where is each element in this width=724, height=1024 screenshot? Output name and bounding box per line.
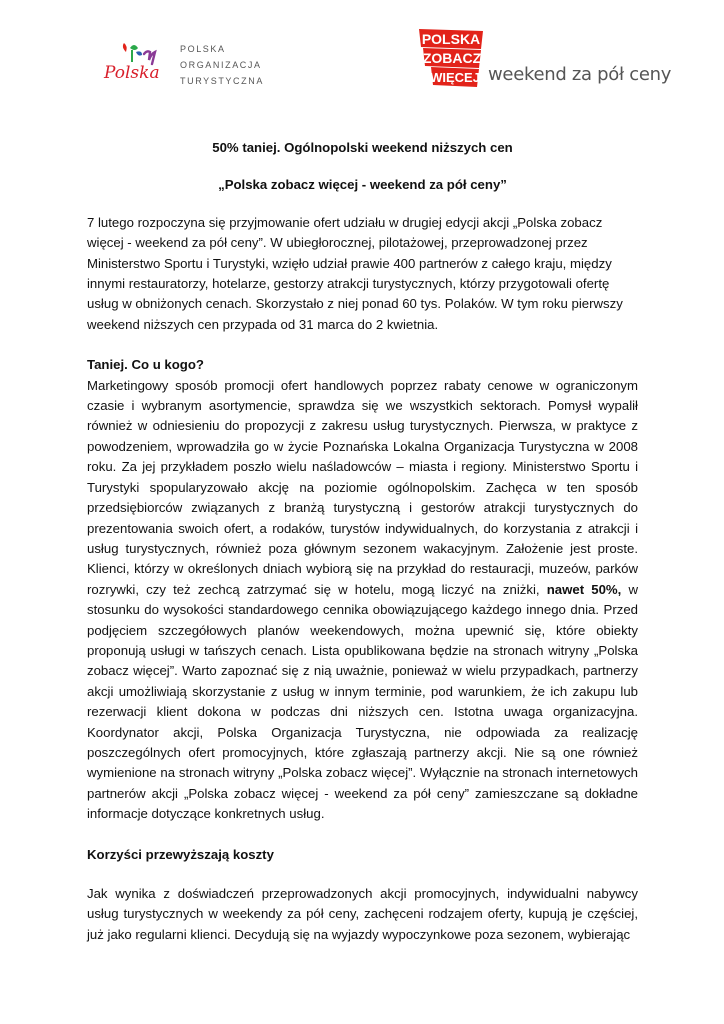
document-subtitle: „Polska zobacz więcej - weekend za pół ceny” [218, 177, 507, 193]
section-heading-korzysci: Korzyści przewyższają koszty [87, 846, 274, 862]
section-heading-taniej: Taniej. Co u kogo? [87, 357, 204, 373]
document-title: 50% taniej. Ogólnopolski weekend niższych cen [212, 140, 513, 155]
section1-text-part-1: Marketingowy sposób promocji ofert handlowych poprzez rabaty cenowe w ograniczonym czasie i wybranym asortymencie, sprawdza się we wszystkich sektorach. Pomysł wypalił również w odniesieniu do propozycji z zakresu usług turystycznych. Pierwsza, w praktyce z powodzeniem, wprowadziła go w życie Poznańska Lokalna Organizacja Turystyczna w 2008 roku. Za jej przykładem poszło wielu naśladowców – miasta i regiony. Ministerstwo Sportu i Turystyki spopularyzowało akcję na poziomie ogólnopolskim. Zachęca w ten sposób przedsiębiorców związanych z branżą turystyczną i gestorów atrakcji turystycznych do prezentowania swoich ofert, a rodaków, turystów indywidualnych, do korzystania z atrakcji i usług turystycznych, również poza głównym sezonem wakacyjnym. Założenie jest proste. Klienci, którzy w określonych dniach wybiorą się na przykład do restauracji, muzeów, parków rozrywki, czy też zechcą zatrzymać się w hotelu, mogą liczyć na zniżki, [87, 377, 638, 597]
svg-text:WIĘCEJ: WIĘCEJ [430, 70, 480, 85]
section1-text-part-2: w stosunku do wysokości standardowego cennika obowiązującego każdego innego dnia. Przed podjęciem szczegółowych planów weekendowych, można upewnić się, które obiekty proponują usługi w tańszych cenach. Lista opublikowana będzie na stronach witryny „Polska zobacz więcej”. Warto zapoznać się z nią uważnie, ponieważ w wielu przypadkach, partnerzy akcji umożliwiają skorzystanie z usług w innym terminie, pod warunkiem, że ich zakupu lub rezerwacji klient dokona w podczas dni niższych cen. Istotna uwaga organizacyjna. Koordynator akcji, Polska Organizacja Turystyczna, nie odpowiada za realizację poszczególnych ofert promocyjnych, które zgłaszają partnerzy akcji. Nie są one również wymienione na stronach witryny „Polska zobacz więcej”. Wyłącznie na stronach internetowych partnerów akcji „Polska zobacz więcej - weekend za pół ceny” zamieszczane są dokładne informacje dotyczące konkretnych usług. [87, 581, 638, 822]
polska-zobacz-wiecej-logo [417, 27, 485, 89]
svg-text:Polska: Polska [104, 63, 160, 83]
pot-name-line-1: POLSKA [180, 44, 226, 54]
pot-name-line-2: ORGANIZACJA [180, 60, 262, 70]
svg-text:POLSKA: POLSKA [421, 31, 481, 47]
section-paragraph-korzysci: Jak wynika z doświadczeń przeprowadzonych akcji promocyjnych, indywidualni nabywcy usług turystycznych w weekendy za pół ceny, zachęceni rodzajem oferty, kupują je częściej, już jako regularni klienci. Decydują się na wyjazdy wypoczynkowe poza sezonem, wybierając [87, 886, 638, 942]
campaign-tagline: weekend za pół ceny [488, 64, 672, 85]
page-header [0, 0, 724, 110]
svg-text:ZOBACZ: ZOBACZ [422, 50, 482, 66]
polska-organizacja-turystyczna-name [180, 41, 264, 89]
pot-name-line-3: TURYSTYCZNA [180, 76, 264, 86]
section1-bold-discount: nawet 50%, [546, 581, 622, 597]
document-body [87, 138, 638, 945]
section-paragraph-taniej [87, 376, 638, 825]
polska-organizacja-turystyczna-logo [100, 40, 180, 90]
intro-paragraph: 7 lutego rozpoczyna się przyjmowanie ofert udziału w drugiej edycji akcji „Polska zobacz więcej - weekend za pół ceny”. W ubiegłorocznej, pilotażowej, przeprowadzonej przez Ministerstwo Sportu i Turystyki, wzięło udział prawie 400 partnerów z całego kraju, między innymi restauratorzy, hotelarze, gestorzy atrakcji turystycznych, którzy przygotowali ofertę usług w obniżonych cenach. Skorzystało z niej ponad 60 tys. Polaków. W tym roku pierwszy weekend niższych cen przypada od 31 marca do 2 kwietnia. [87, 214, 623, 332]
